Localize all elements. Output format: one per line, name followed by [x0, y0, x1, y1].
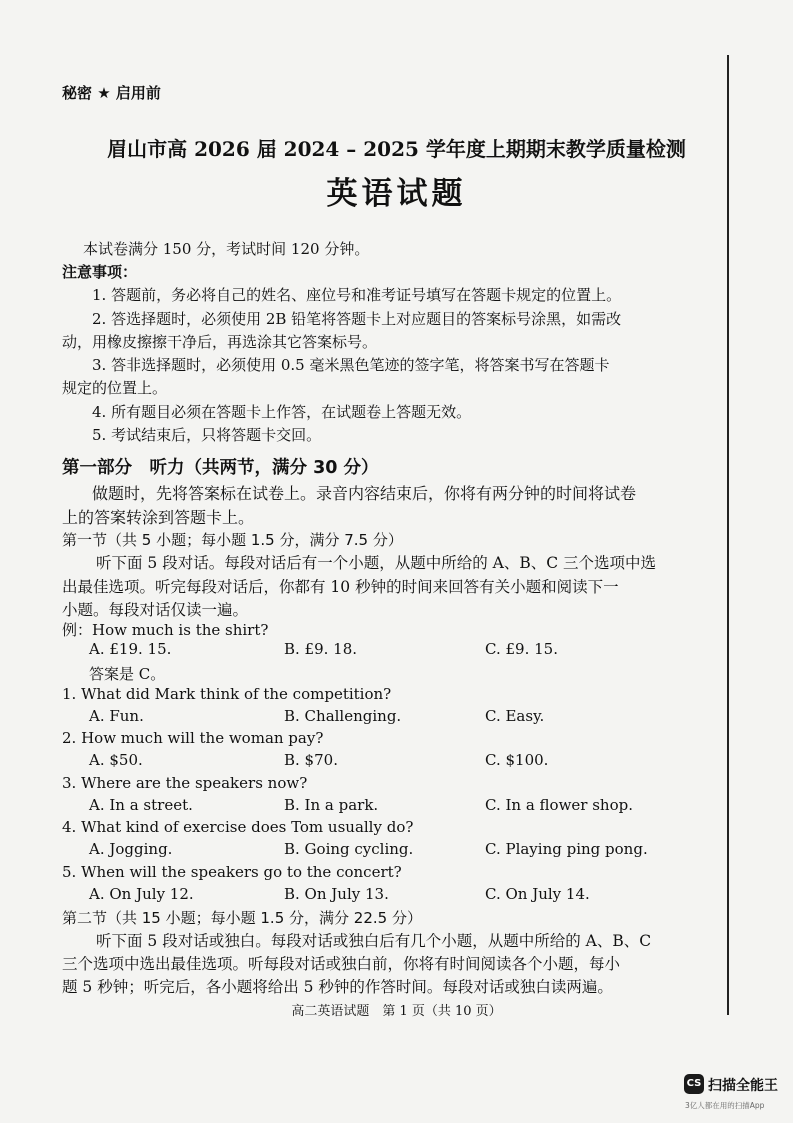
option-c: C. Playing ping pong. [485, 840, 648, 858]
section2-desc-line: 三个选项中选出最佳选项。听每段对话或独白前，你将有时间阅读各个小题，每小 [62, 955, 621, 973]
part1-desc-line: 上的答案转涂到答题卡上。 [62, 508, 255, 527]
question-2: 2. How much will the woman pay? [62, 729, 324, 747]
option-b: B. On July 13. [284, 885, 389, 903]
option-a: A. £19. 15. [89, 640, 172, 658]
option-a: A. Fun. [89, 707, 144, 725]
option-c: C. Easy. [485, 707, 545, 725]
part1-heading: 第一部分 听力（共两节，满分 30 分） [62, 458, 379, 478]
option-a: A. $50. [89, 751, 143, 769]
camscanner-logo-icon: CS [684, 1074, 704, 1094]
page-footer: 高二英语试题 第 1 页（共 10 页） [291, 1004, 502, 1019]
section2-desc-line: 题 5 秒钟；听完后，各小题将给出 5 秒钟的作答时间。每段对话或独白读两遍。 [62, 978, 613, 996]
note-line: 5. 考试结束后，只将答题卡交回。 [92, 426, 322, 444]
question-1: 1. What did Mark think of the competition? [62, 685, 392, 703]
section2-desc-line: 听下面 5 段对话或独白。每段对话或独白后有几个小题，从题中所给的 A、B、C [96, 932, 652, 950]
option-c: C. In a flower shop. [485, 796, 633, 814]
note-line: 3. 答非选择题时，必须使用 0.5 毫米黑色笔迹的签字笔，将答案书写在答题卡 [92, 356, 610, 374]
subject-title: 英语试题 [326, 176, 467, 212]
option-b: B. $70. [284, 751, 338, 769]
option-a: A. In a street. [89, 796, 193, 814]
option-c: C. £9. 15. [485, 640, 558, 658]
section1-desc-line: 小题。每段对话仅读一遍。 [62, 601, 249, 619]
note-line: 4. 所有题目必须在答题卡上作答，在试题卷上答题无效。 [92, 403, 472, 421]
section1-desc-line: 出最佳选项。听完每段对话后，你都有 10 秒钟的时间来回答有关小题和阅读下一 [62, 578, 619, 596]
intro-text: 本试卷满分 150 分，考试时间 120 分钟。 [83, 240, 370, 258]
confidential-label: 秘密 ★ 启用前 [62, 84, 161, 102]
note-line: 规定的位置上。 [62, 379, 168, 397]
camscanner-tagline: 3亿人都在用的扫描App [685, 1101, 765, 1110]
part1-desc-line: 做题时，先将答案标在试卷上。录音内容结束后，你将有两分钟的时间将试卷 [92, 484, 637, 503]
notes-heading: 注意事项： [62, 263, 138, 281]
example-answer: 答案是 C。 [89, 665, 166, 683]
option-c: C. On July 14. [485, 885, 590, 903]
question-3: 3. Where are the speakers now? [62, 774, 308, 792]
section1-heading: 第一节（共 5 小题；每小题 1.5 分，满分 7.5 分） [62, 531, 403, 549]
option-c: C. $100. [485, 751, 549, 769]
exam-title: 眉山市高 2026 届 2024 – 2025 学年度上期期末教学质量检测 [107, 137, 686, 161]
section1-desc-line: 听下面 5 段对话。每段对话后有一个小题，从题中所给的 A、B、C 三个选项中选 [96, 554, 657, 572]
question-4: 4. What kind of exercise does Tom usually do? [62, 818, 414, 836]
example-question: 例：How much is the shirt? [62, 621, 269, 639]
section2-heading: 第二节（共 15 小题；每小题 1.5 分，满分 22.5 分） [62, 909, 422, 927]
option-b: B. In a park. [284, 796, 379, 814]
note-line: 动，用橡皮擦擦干净后，再选涂其它答案标号。 [62, 333, 378, 351]
option-a: A. Jogging. [89, 840, 173, 858]
option-b: B. Challenging. [284, 707, 402, 725]
note-line: 2. 答选择题时，必须使用 2B 铅笔将答题卡上对应题目的答案标号涂黑，如需改 [92, 310, 622, 328]
option-b: B. Going cycling. [284, 840, 414, 858]
option-b: B. £9. 18. [284, 640, 358, 658]
note-line: 1. 答题前，务必将自己的姓名、座位号和准考证号填写在答题卡规定的位置上。 [92, 286, 622, 304]
camscanner-name: 扫描全能王 [708, 1078, 778, 1094]
option-a: A. On July 12. [89, 885, 194, 903]
question-5: 5. When will the speakers go to the concert? [62, 863, 402, 881]
